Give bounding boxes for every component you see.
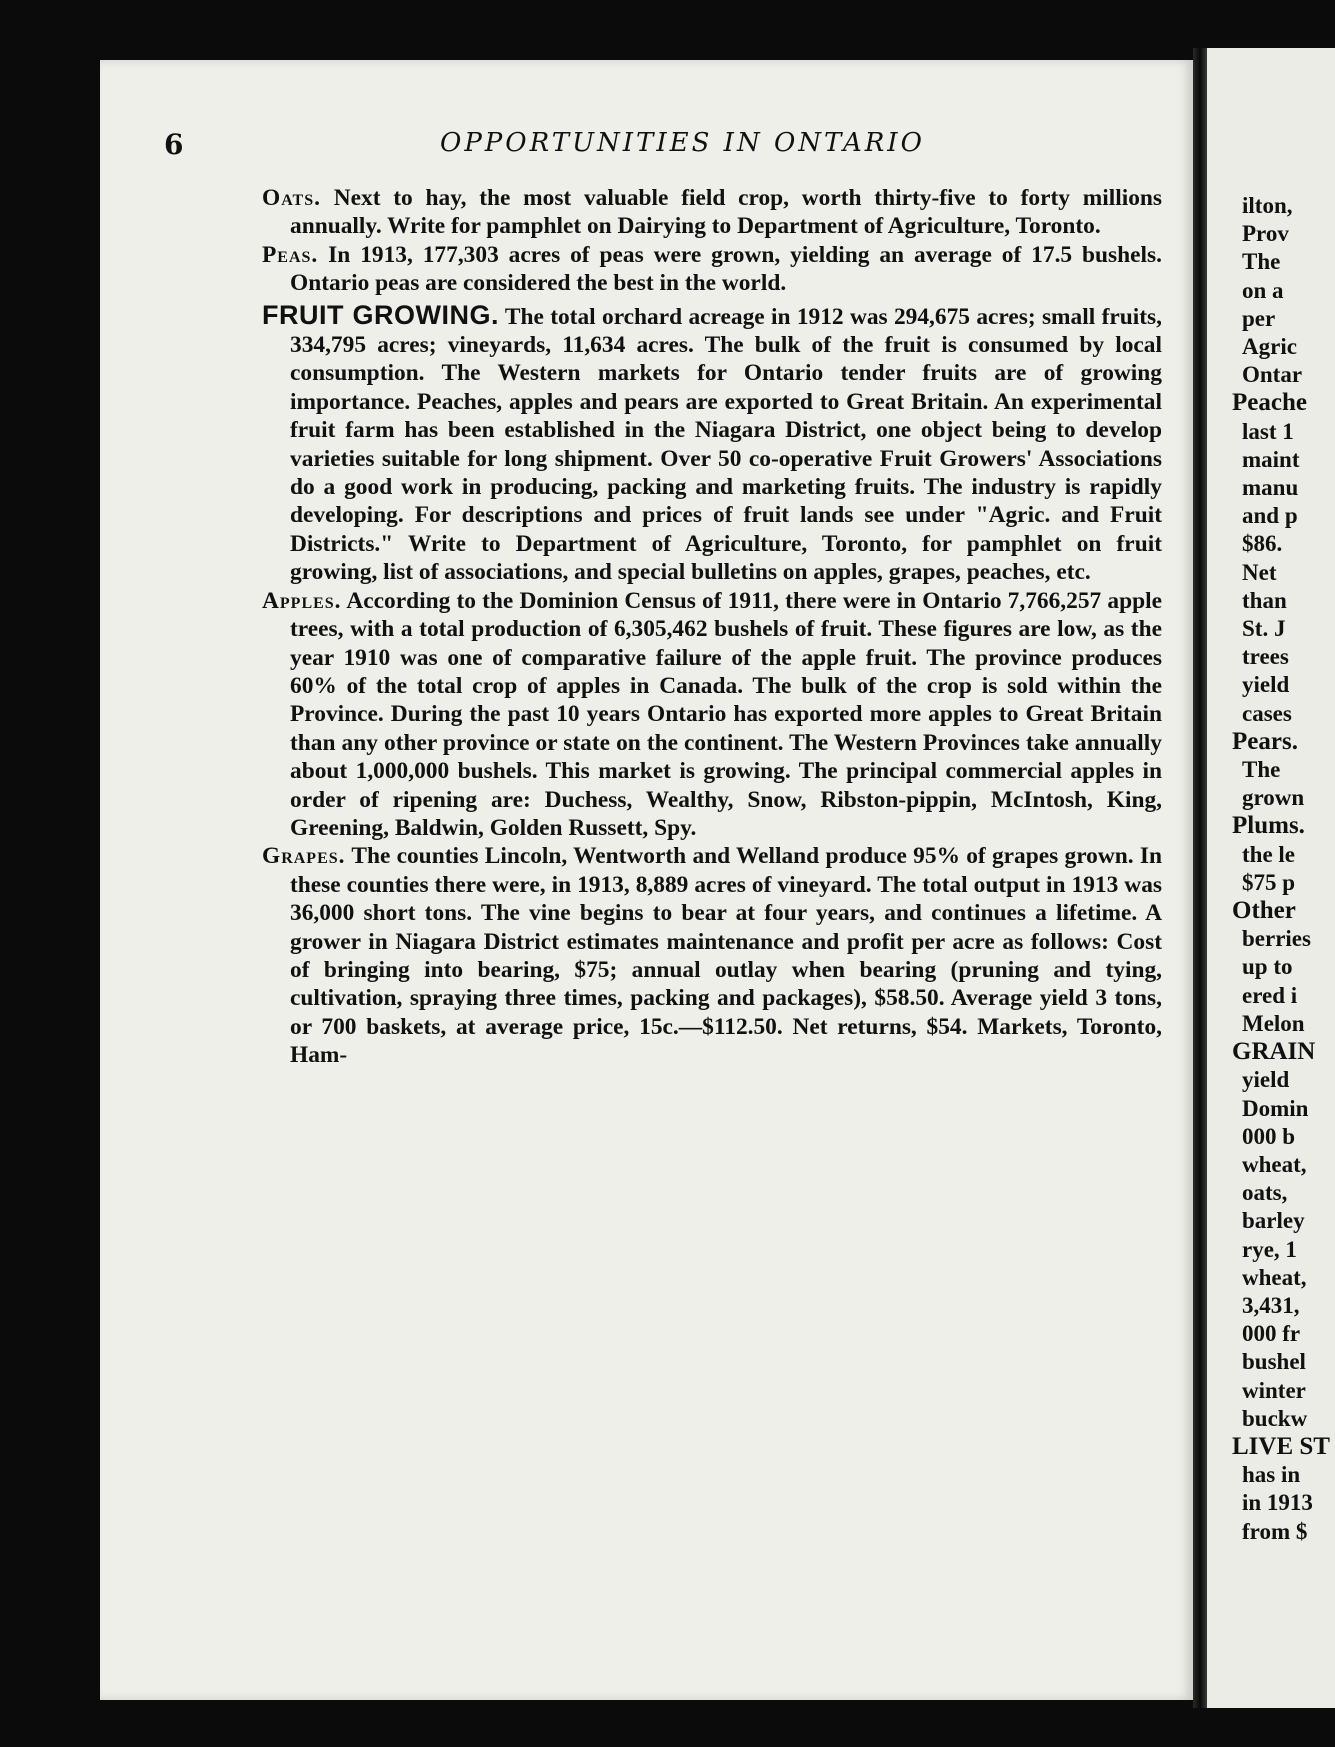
facing-page-line: has in [1242,1462,1301,1488]
facing-page-line: rye, 1 [1242,1236,1297,1262]
running-title: OPPORTUNITIES IN ONTARIO [440,128,925,158]
facing-page-line: yield [1242,672,1290,698]
facing-page-line: up to [1242,954,1293,980]
entry-text: Next to hay, the most valuable field crop, worth thirty-five to forty millions annually. Write for pamphlet on Dairying to Department of Agriculture, Toronto. [290,185,1162,240]
facing-page-line: Peache [1232,389,1307,417]
book-gutter [1193,48,1207,1708]
facing-page-line: Domin [1242,1095,1309,1121]
facing-page-line: per [1242,305,1276,331]
facing-page-line: Net [1242,559,1277,585]
facing-page-line: berries [1242,926,1311,952]
facing-page-line: ered i [1242,982,1298,1008]
entry-fruit-growing [262,301,1162,587]
facing-page-line: the le [1242,841,1296,867]
page-number: 6 [164,128,184,161]
entry-text: According to the Dominion Census of 1911, there were in Ontario 7,766,257 apple trees, with a total production of 6,305,462 bushels of fruit. These figures are low, as the year 1910 was one of comparative failure of the apple fruit. The province produces 60% of the total crop of apples in Canada. The bulk of the crop is sold within the Province. During the past 10 years Ontario has exported more apples to Great Britain than any other province or state on the continent. The Western Provinces take annually about 1,000,000 bushels. This market is growing. The principal commercial apples in order of ripening are: Duchess, Wealthy, Snow, Ribston-pippin, McIntosh, King, Greening, Baldwin, Golden Russett, Spy. [290,587,1162,841]
facing-page-line: St. J [1242,616,1286,642]
facing-page-line: barley [1242,1208,1305,1234]
facing-page-line: Other [1232,897,1296,925]
facing-page-line: last 1 [1242,418,1294,444]
facing-page-line: trees [1242,644,1289,670]
facing-page-line: buckw [1242,1405,1308,1431]
facing-page-line: wheat, [1242,1151,1307,1177]
facing-page-line: Agric [1242,334,1297,360]
facing-page-line: 000 fr [1242,1321,1301,1347]
facing-page-line: in 1913 [1242,1490,1313,1516]
facing-page-line: maint [1242,446,1300,472]
facing-page-line: 3,431, [1242,1292,1300,1318]
facing-page-line: wheat, [1242,1264,1307,1290]
facing-page-line: Melon [1242,1010,1305,1036]
entry-grapes [262,842,1162,1069]
facing-page-line: GRAIN [1232,1038,1316,1066]
facing-page-line: $86. [1242,531,1283,557]
entry-apples [262,587,1162,843]
facing-page-line: The [1242,757,1281,783]
facing-page-line: than [1242,587,1287,613]
entry-peas [262,241,1162,298]
facing-page-line: Prov [1242,221,1289,247]
entry-oats [262,184,1162,241]
facing-page-line: winter [1242,1377,1306,1403]
facing-page-line: 000 b [1242,1123,1296,1149]
facing-page-line: oats, [1242,1180,1288,1206]
entry-lead: Peas. [262,241,319,268]
section-heading: FRUIT GROWING. [262,299,499,330]
facing-page-line: on a [1242,277,1284,303]
facing-page-line: from $ [1242,1518,1308,1544]
facing-page-line: bushel [1242,1349,1306,1375]
facing-page-line: grown [1242,785,1305,811]
facing-page-line: ilton, [1242,193,1293,218]
entry-text: The total orchard acreage in 1912 was 294,675 acres; small fruits, 334,795 acres; vineyards, 11,634 acres. The bulk of the fruit is consumed by local consumption. The Western markets for Ontario tender fruits are of growing importance. Peaches, apples and pears are exported to Great Britain. An experimental fruit farm has been established in the Niagara District, one object being to develop varieties suitable for long shipment. Over 50 co-operative Fruit Growers' Associations do a good work in producing, packing and marketing fruits. The industry is rapidly developing. For descriptions and prices of fruit lands see under "Agric. and Fruit Districts." Write to Department of Agriculture, Toronto, for pamphlet on fruit growing, list of associations, and special bulletins on apples, grapes, peaches, etc. [290,303,1162,586]
facing-page-line: LIVE ST [1232,1432,1330,1460]
page-header [164,128,1184,172]
facing-page-text [1232,192,1335,1546]
entry-text: The counties Lincoln, Wentworth and Welland produce 95% of grapes grown. In these counties there were, in 1913, 8,889 acres of vineyard. The total output in 1913 was 36,000 short tons. The vine begins to bear at four years, and continues a lifetime. A grower in Niagara District estimates maintenance and profit per acre as follows: Cost of bringing into bearing, $75; annual outlay when bearing (pruning and tying, cultivation, spraying three times, packing and packages), $58.50. Average yield 3 tons, or 700 baskets, at average price, 15c.—$112.50. Net returns, $54. Markets, Toronto, Ham- [290,843,1162,1069]
facing-page-line: $75 p [1242,869,1296,895]
body-text [262,184,1162,1070]
entry-lead: Oats. [262,185,321,211]
facing-page-line: Plums. [1232,812,1305,840]
facing-page-line: The [1242,249,1281,275]
facing-page-line: yield [1242,1067,1290,1093]
facing-page-line: and p [1242,503,1298,529]
entry-lead: Grapes. [262,843,346,870]
facing-page-line: cases [1242,700,1292,726]
entry-lead: Apples. [262,587,342,614]
facing-page-line: Ontar [1242,362,1303,388]
facing-page-line: manu [1242,475,1299,501]
facing-page-line: Pears. [1232,727,1298,755]
entry-text: In 1913, 177,303 acres of peas were grown, yielding an average of 17.5 bushels. Ontario peas are considered the best in the world. [290,241,1162,297]
